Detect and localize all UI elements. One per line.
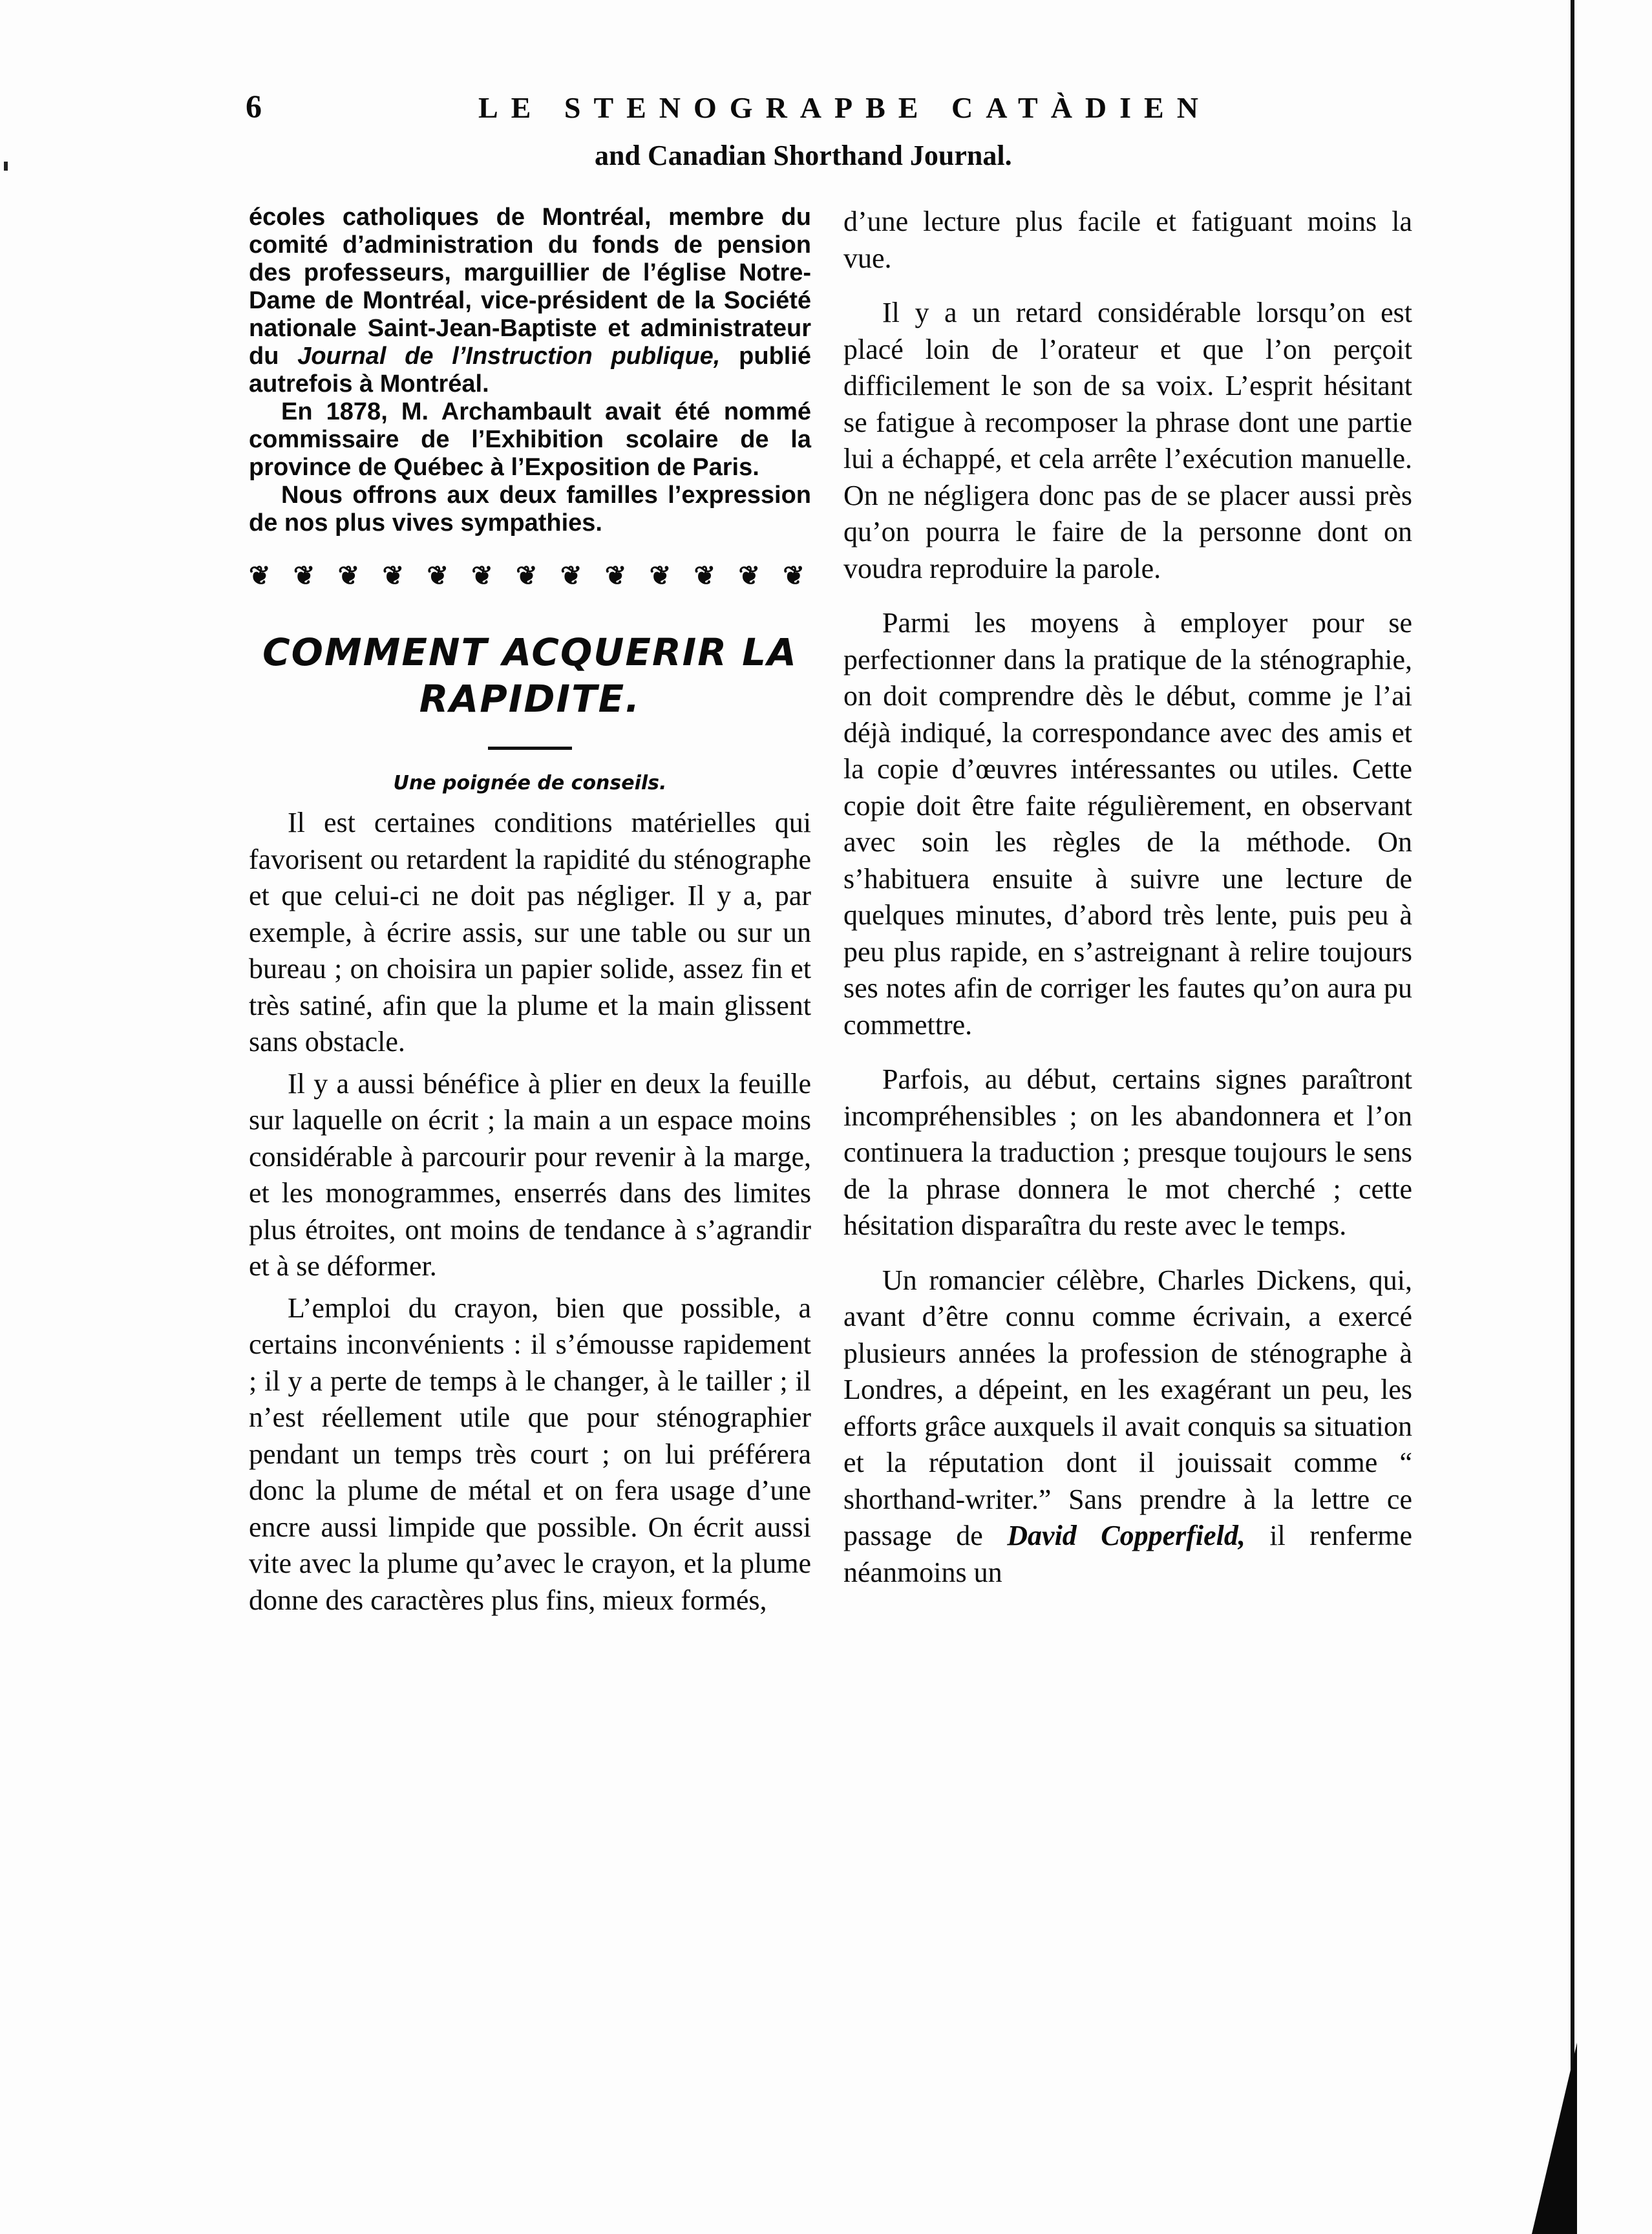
article-body-right [843,204,1412,1591]
ornament-glyph: ❦ [516,561,538,590]
ornament-glyph: ❦ [560,561,582,590]
obituary-paragraph: En 1878, M. Archambault avait été nommé commissaire de l’Exhibition scolaire de la province de Québec à l’Exposition de Paris. [249,398,811,481]
page-number: 6 [246,88,262,124]
article-paragraph: Parfois, au début, certains signes paraîtront incompréhensibles ; on les abandonnera et l’on continuera la traduction ; presque toujours le sens de la phrase donnera le mot cherché ; cette hésitation disparaîtra du reste avec le temps. [843,1063,1412,1241]
ornament-glyph: ❦ [249,561,271,590]
ornament-glyph: ❦ [382,561,405,590]
article-paragraph: d’une lecture plus facile et fatiguant moins la vue. [843,206,1412,274]
ornament-glyph: ❦ [694,561,716,590]
scan-speck [4,162,8,171]
right-column [843,204,1412,1591]
ornament-glyph: ❦ [471,561,493,590]
left-column [249,204,811,1619]
article-paragraph: Il est certaines conditions matérielles qui favorisent ou retardent la rapidité du sténographe et que celui-ci ne doit pas négliger. Il y a, par exemple, à écrire assis, sur une table ou sur un bureau ; on choisira un papier solide, assez fin et très satiné, afin que la plume et la main glissent sans obstacle. [249,807,811,1058]
scan-edge-line [1571,0,1574,2234]
article-paragraph: Il y a un retard considérable lorsqu’on est placé loin de l’orateur et que l’on perçoit difficilement le son de sa voix. L’esprit hésitant se fatigue à recomposer la phrase dont une partie lui a échappé, et cela arrête l’exécution manuelle. On ne négligera donc pas de se placer aussi près qu’on pourra le faire de la personne dont on voudra reproduire la parole. [843,297,1412,584]
obituary-block [249,204,811,537]
article-title-line: COMMENT ACQUERIR LA [262,630,798,674]
title-rule [488,747,572,750]
ornament-glyph: ❦ [649,561,672,590]
article-text: Un romancier célèbre, Charles Dickens, qui, avant d’être connu comme écrivain, a exercé plusieurs années la profession de sténographe à Londres, a dépeint, en les exagérant un peu, les efforts grâce auxquels il avait conquis sa situation et la réputation dont il jouissait comme “ shorthand-writer.” Sans prendre à la lettre ce passage de [843,1264,1412,1551]
article-title-line: RAPIDITE. [419,677,641,721]
article-paragraph: Il y a aussi bénéfice à plier en deux la feuille sur laquelle on écrit ; la main a un espace moins considérable à parcourir pour revenir à la marge, et les monogrammes, enserrés dans des limites plus étroites, ont moins de tendance à s’agrandir et à se déformer. [249,1067,811,1282]
ornament-glyph: ❦ [738,561,760,590]
article-paragraph [843,1262,1412,1591]
article-paragraph: L’emploi du crayon, bien que possible, a certains inconvénients : il s’émousse rapidement ; il y a perte de temps à le changer, à le tailler ; il n’est réellement utile que pour sténographier pendant un temps très court ; on lui préférera donc la plume de métal et on fera usage d’une encre aussi limpide que possible. On écrit aussi vite avec la plume qu’avec le crayon, et la plume donne des caractères plus fins, mieux formés, [249,1292,811,1616]
journal-title: Journal de l’Instruction publique, [297,343,721,370]
article-subheading: Une poignée de conseils. [393,772,667,794]
article-paragraph: Parmi les moyens à employer pour se perfectionner dans la pratique de la sténographie, on doit comprendre dès le début, comme je l’ai déjà indiqué, la correspondance avec des amis et la copie d’œuvres intéressantes ou utiles. Cette copie doit être faite régulièrement, en observant avec soin les règles de la méthode. On s’habituera ensuite à suivre une lecture de quelques minutes, d’abord très lente, puis peu à peu plus rapide, en s’astreignant à relire toujours ses notes afin de corriger les fautes qu’on aura pu commettre. [843,607,1412,1041]
article-body-left [249,805,811,1619]
ornament-glyph: ❦ [604,561,627,590]
obituary-paragraph: Nous offrons aux deux familles l’expression de nos plus vives sympathies. [249,482,811,537]
obituary-text: écoles catholiques de Montréal, membre du comité d’administration du fonds de pension des professeurs, marguillier de l’église Notre-Dame de Montréal, vice-président de la Société nationale Saint-Jean-Baptiste et administrateur du [249,204,811,370]
ornament-glyph: ❦ [337,561,360,590]
book-title: David Copperfield, [1007,1520,1245,1551]
running-subtitle: and Canadian Shorthand Journal. [595,140,1012,171]
obituary-text: publié autrefois à Montréal. [249,343,812,398]
ornament-glyph: ❦ [427,561,449,590]
obituary-paragraph [249,204,811,398]
scan-dark-corner [1532,2043,1577,2234]
running-title: LE STENOGRAPBE CATÀDIEN [478,91,1211,124]
article-text: il renferme néanmoins un [843,1520,1412,1588]
ornament-glyph: ❦ [783,561,805,590]
ornament-divider [249,562,811,590]
ornament-glyph: ❦ [293,561,315,590]
article-title [249,629,811,722]
